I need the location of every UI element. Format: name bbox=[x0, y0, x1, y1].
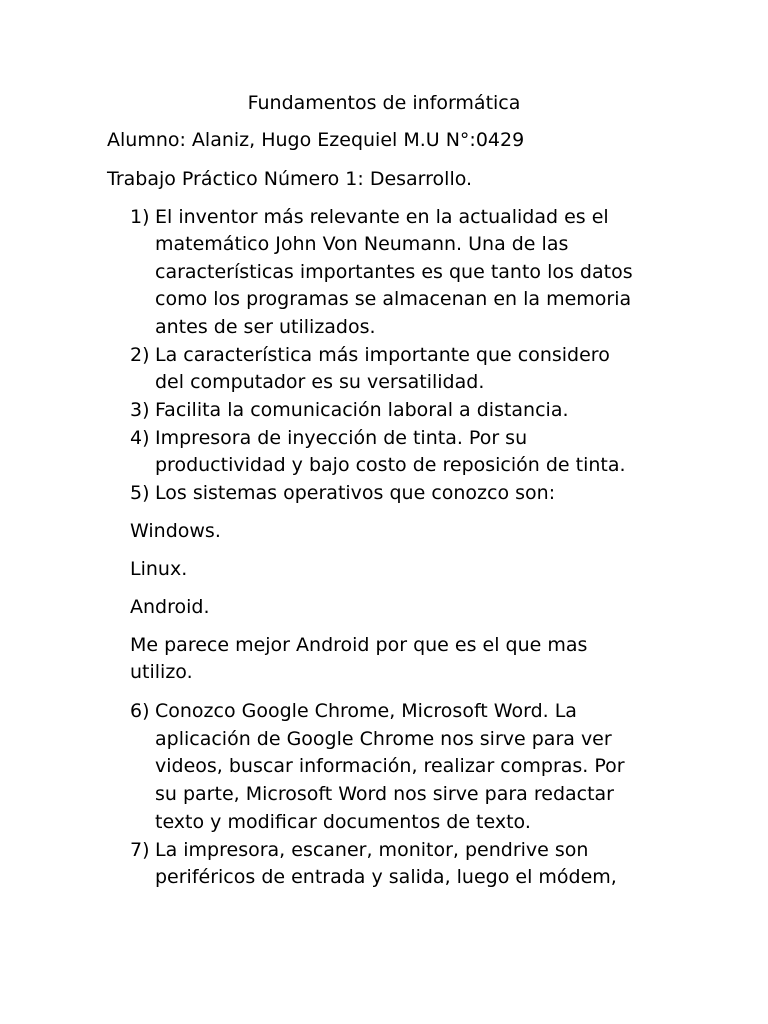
list-item-text: El inventor más relevante en la actualidad es el bbox=[155, 206, 609, 228]
os-item: Linux. bbox=[130, 558, 188, 580]
list-item-text: Conozco Google Chrome, Microsoft Word. La bbox=[155, 700, 577, 722]
list-item-text: Facilita la comunicación laboral a distancia. bbox=[155, 399, 569, 421]
opinion-text: Me parece mejor Android por que es el que mas bbox=[130, 634, 588, 656]
os-item: Windows. bbox=[130, 520, 221, 542]
student-line: Alumno: Alaniz, Hugo Ezequiel M.U N°:0429 bbox=[107, 129, 525, 151]
list-item-text: Los sistemas operativos que conozco son: bbox=[155, 482, 556, 504]
list-item-text: características importantes es que tanto los datos bbox=[155, 261, 633, 283]
item-number: 6) bbox=[130, 700, 150, 722]
list-item-text: texto y modificar documentos de texto. bbox=[155, 811, 531, 833]
list-item-text: su parte, Microsoft Word nos sirve para redactar bbox=[155, 783, 614, 805]
item-number: 4) bbox=[130, 427, 150, 449]
list-item-text: del computador es su versatilidad. bbox=[155, 371, 485, 393]
list-item-text: como los programas se almacenan en la memoria bbox=[155, 288, 632, 310]
os-item: Android. bbox=[130, 596, 210, 618]
item-number: 3) bbox=[130, 399, 150, 421]
assignment-line: Trabajo Práctico Número 1: Desarrollo. bbox=[107, 168, 473, 190]
list-item-text: matemático John Von Neumann. Una de las bbox=[155, 233, 569, 255]
list-item-text: La impresora, escaner, monitor, pendrive son bbox=[155, 839, 589, 861]
item-number: 7) bbox=[130, 839, 150, 861]
list-item-text: videos, buscar información, realizar compras. Por bbox=[155, 755, 625, 777]
opinion-text: utilizo. bbox=[130, 661, 193, 683]
list-item-text: productividad y bajo costo de reposición de tinta. bbox=[155, 454, 626, 476]
list-item-text: La característica más importante que considero bbox=[155, 344, 610, 366]
item-number: 2) bbox=[130, 344, 150, 366]
item-number: 5) bbox=[130, 482, 150, 504]
list-item-text: aplicación de Google Chrome nos sirve para ver bbox=[155, 728, 612, 750]
list-item-text: Impresora de inyección de tinta. Por su bbox=[155, 427, 528, 449]
list-item-text: antes de ser utilizados. bbox=[155, 316, 376, 338]
item-number: 1) bbox=[130, 206, 150, 228]
document-title: Fundamentos de informática bbox=[247, 92, 521, 114]
list-item-text: periféricos de entrada y salida, luego el módem, bbox=[155, 866, 617, 888]
